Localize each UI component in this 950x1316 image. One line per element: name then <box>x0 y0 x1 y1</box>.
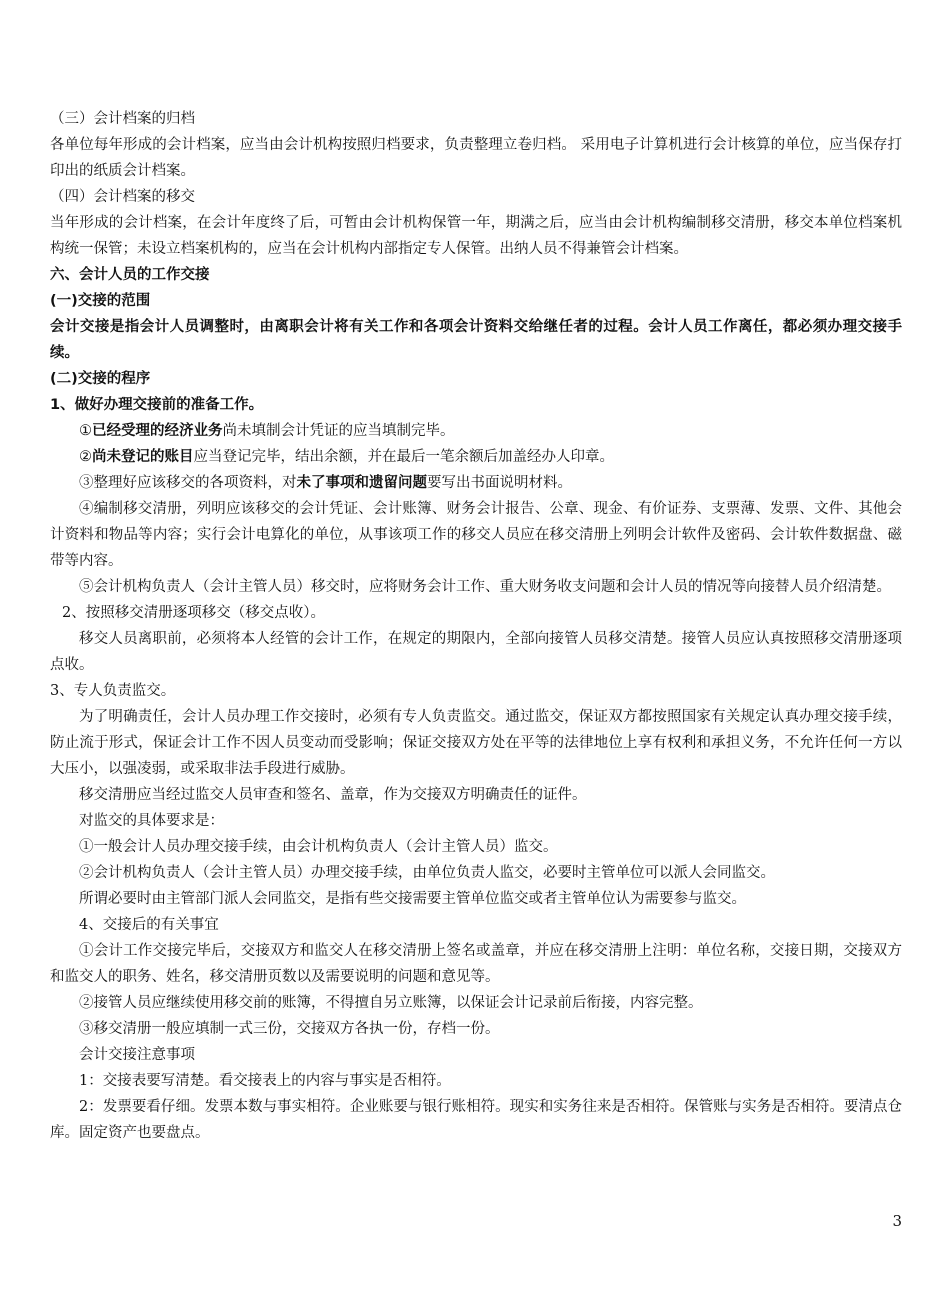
step-4-item: ①会计工作交接完毕后，交接双方和监交人在移交清册上签名或盖章，并应在移交清册上注明：单位名称，交接日期，交接双方和监交人的职务、姓名，移交清册页数以及需要说明的问题和意见等。 <box>50 943 902 985</box>
step-4-heading: 4、交接后的有关事宜 <box>79 917 219 933</box>
step-3-text: 所谓必要时由主管部门派人会同监交，是指有些交接需要主管单位监交或者主管单位认为需要参与监交。 <box>79 891 746 907</box>
step-1-item-b <box>50 444 902 470</box>
step-1-item-e: ⑤会计机构负责人（会计主管人员）移交时，应将财务会计工作、重大财务收支问题和会计人员的情况等向接替人员介绍清楚。 <box>79 579 891 595</box>
step-3-text: 为了明确责任，会计人员办理工作交接时，必须有专人负责监交。通过监交，保证双方都按照国家有关规定认真办理交接手续，防止流于形式，保证会计工作不因人员变动而受影响；保证交接双方处在平等的法律地位上享有权利和承担义务，不允许任何一方以大压小，以强凌弱，或采取非法手段进行威胁。 <box>50 709 902 777</box>
bold-term: 尚未登记的账目 <box>92 448 194 465</box>
bold-term: 已经受理的经济业务 <box>92 422 223 439</box>
paragraph: 当年形成的会计档案，在会计年度终了后，可暂由会计机构保管一年，期满之后，应当由会计机构编制移交清册，移交本单位档案机构统一保管；未设立档案机构的，应当在会计机构内部指定专人保管。出纳人员不得兼管会计档案。 <box>50 215 902 257</box>
item-text: 要写出书面说明材料。 <box>427 475 572 491</box>
paragraph: 各单位每年形成的会计档案，应当由会计机构按照归档要求，负责整理立卷归档。 采用电子计算机进行会计核算的单位，应当保存打印出的纸质会计档案。 <box>50 137 902 179</box>
step-3-item: ②会计机构负责人（会计主管人员）办理交接手续，由单位负责人监交，必要时主管单位可以派人会同监交。 <box>79 865 775 881</box>
note-item: 1：交接表要写清楚。看交接表上的内容与事实是否相符。 <box>79 1073 451 1089</box>
scope-definition: 会计交接是指会计人员调整时，由离职会计将有关工作和各项会计资料交给继任者的过程。会计人员工作离任，都必须办理交接手续。 <box>50 319 902 361</box>
subheading-scope: (一)交接的范围 <box>50 293 151 309</box>
page-number: 3 <box>892 1212 902 1230</box>
item-text: 尚未填制会计凭证的应当填制完毕。 <box>222 423 455 439</box>
step-3-text: 移交清册应当经过监交人员审查和签名、盖章，作为交接双方明确责任的证件。 <box>79 787 587 803</box>
section-heading-4: （四）会计档案的移交 <box>50 189 195 205</box>
step-1-heading: 1、做好办理交接前的准备工作。 <box>50 397 264 413</box>
item-text: 应当登记完毕，结出余额，并在最后一笔余额后加盖经办人印章。 <box>193 449 614 465</box>
notes-heading: 会计交接注意事项 <box>79 1047 195 1063</box>
section-heading-3: （三）会计档案的归档 <box>50 111 195 127</box>
document-body <box>50 106 902 1146</box>
step-1-item-c <box>50 470 902 496</box>
note-item: 2：发票要看仔细。发票本数与事实相符。企业账要与银行账相符。现实和实务往来是否相符。保管账与实务是否相符。要清点仓库。固定资产也要盘点。 <box>50 1099 902 1141</box>
step-4-item: ②接管人员应继续使用移交前的账簿，不得擅自另立账簿，以保证会计记录前后衔接，内容完整。 <box>79 995 703 1011</box>
step-3-heading: 3、专人负责监交。 <box>50 683 176 699</box>
step-2-text: 移交人员离职前，必须将本人经管的会计工作，在规定的期限内，全部向接管人员移交清楚。接管人员应认真按照移交清册逐项点收。 <box>50 631 902 673</box>
item-text: ③整理好应该移交的各项资料，对 <box>79 475 297 491</box>
chapter-heading: 六、会计人员的工作交接 <box>50 267 210 283</box>
subheading-procedure: (二)交接的程序 <box>50 371 151 387</box>
step-4-item: ③移交清册一般应填制一式三份，交接双方各执一份，存档一份。 <box>79 1021 500 1037</box>
step-3-item: ①一般会计人员办理交接手续，由会计机构负责人（会计主管人员）监交。 <box>79 839 558 855</box>
step-1-item-a <box>50 418 902 444</box>
step-2-heading: 2、按照移交清册逐项移交（移交点收）。 <box>62 605 325 621</box>
bold-term: 未了事项和遗留问题 <box>296 474 427 491</box>
step-1-item-d: ④编制移交清册，列明应该移交的会计凭证、会计账簿、财务会计报告、公章、现金、有价证券、支票薄、发票、文件、其他会计资料和物品等内容；实行会计电算化的单位，从事该项工作的移交人员应在移交清册上列明会计软件及密码、会计软件数据盘、磁带等内容。 <box>50 501 902 569</box>
item-marker: ② <box>79 449 92 465</box>
step-3-text: 对监交的具体要求是： <box>79 813 224 829</box>
item-marker: ① <box>79 423 92 439</box>
